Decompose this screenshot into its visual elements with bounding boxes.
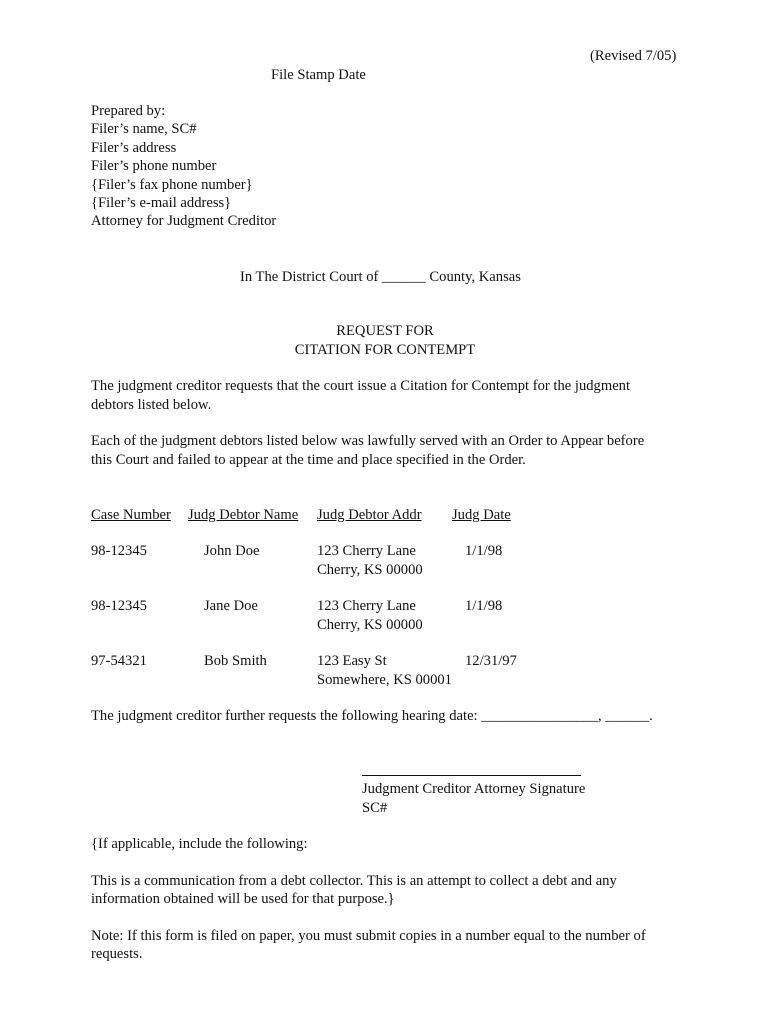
debt-collector-line-1: This is a communication from a debt collector. This is an attempt to collect a debt and any	[91, 873, 617, 889]
hearing-date-request: The judgment creditor further requests the following hearing date: ________________, ______.	[91, 708, 653, 724]
signature-sc-number: SC#	[362, 800, 388, 816]
filer-role: Attorney for Judgment Creditor	[91, 213, 277, 229]
header-debtor-name: Judg Debtor Name	[188, 507, 299, 523]
request-paragraph-line-2: debtors listed below.	[91, 397, 212, 413]
court-heading: In The District Court of ______ County, Kansas	[240, 269, 521, 285]
filing-note-line-1: Note: If this form is filed on paper, you must submit copies in a number equal to the number of	[91, 928, 646, 944]
filer-fax: {Filer’s fax phone number}	[91, 177, 253, 193]
filing-note-line-2: requests.	[91, 946, 143, 962]
cell-debtor-addr-1: 123 Cherry Lane	[317, 543, 416, 559]
cell-debtor-name: Bob Smith	[204, 653, 267, 669]
revised-date: (Revised 7/05)	[590, 48, 677, 64]
cell-debtor-name: Jane Doe	[204, 598, 258, 614]
cell-debtor-name: John Doe	[204, 543, 260, 559]
cell-debtor-addr-1: 123 Easy St	[317, 653, 387, 669]
header-judg-date: Judg Date	[452, 507, 511, 523]
filer-address: Filer’s address	[91, 140, 177, 156]
filer-name: Filer’s name, SC#	[91, 121, 197, 137]
cell-debtor-addr-2: Somewhere, KS 00001	[317, 672, 452, 688]
served-paragraph-line-2: this Court and failed to appear at the time and place specified in the Order.	[91, 452, 526, 468]
cell-judg-date: 1/1/98	[465, 543, 503, 559]
cell-case-number: 98-12345	[91, 543, 147, 559]
prepared-by-label: Prepared by:	[91, 103, 166, 119]
request-paragraph-line-1: The judgment creditor requests that the court issue a Citation for Contempt for the judgment	[91, 378, 631, 394]
debt-collector-line-2: information obtained will be used for that purpose.}	[91, 891, 395, 907]
cell-judg-date: 1/1/98	[465, 598, 503, 614]
title-line-2: CITATION FOR CONTEMPT	[294, 342, 476, 358]
title-line-1: REQUEST FOR	[336, 323, 434, 339]
cell-case-number: 97-54321	[91, 653, 147, 669]
cell-debtor-addr-2: Cherry, KS 00000	[317, 562, 423, 578]
cell-case-number: 98-12345	[91, 598, 147, 614]
header-case-number: Case Number	[91, 507, 171, 523]
applicable-note: {If applicable, include the following:	[91, 836, 308, 852]
signature-label: Judgment Creditor Attorney Signature	[362, 781, 586, 797]
signature-line	[362, 775, 581, 776]
cell-debtor-addr-2: Cherry, KS 00000	[317, 617, 423, 633]
cell-judg-date: 12/31/97	[465, 653, 517, 669]
filer-phone: Filer’s phone number	[91, 158, 217, 174]
header-debtor-addr: Judg Debtor Addr	[317, 507, 422, 523]
cell-debtor-addr-1: 123 Cherry Lane	[317, 598, 416, 614]
filer-email: {Filer’s e-mail address}	[91, 195, 232, 211]
served-paragraph-line-1: Each of the judgment debtors listed below was lawfully served with an Order to Appear before	[91, 433, 645, 449]
file-stamp-date: File Stamp Date	[271, 67, 366, 83]
